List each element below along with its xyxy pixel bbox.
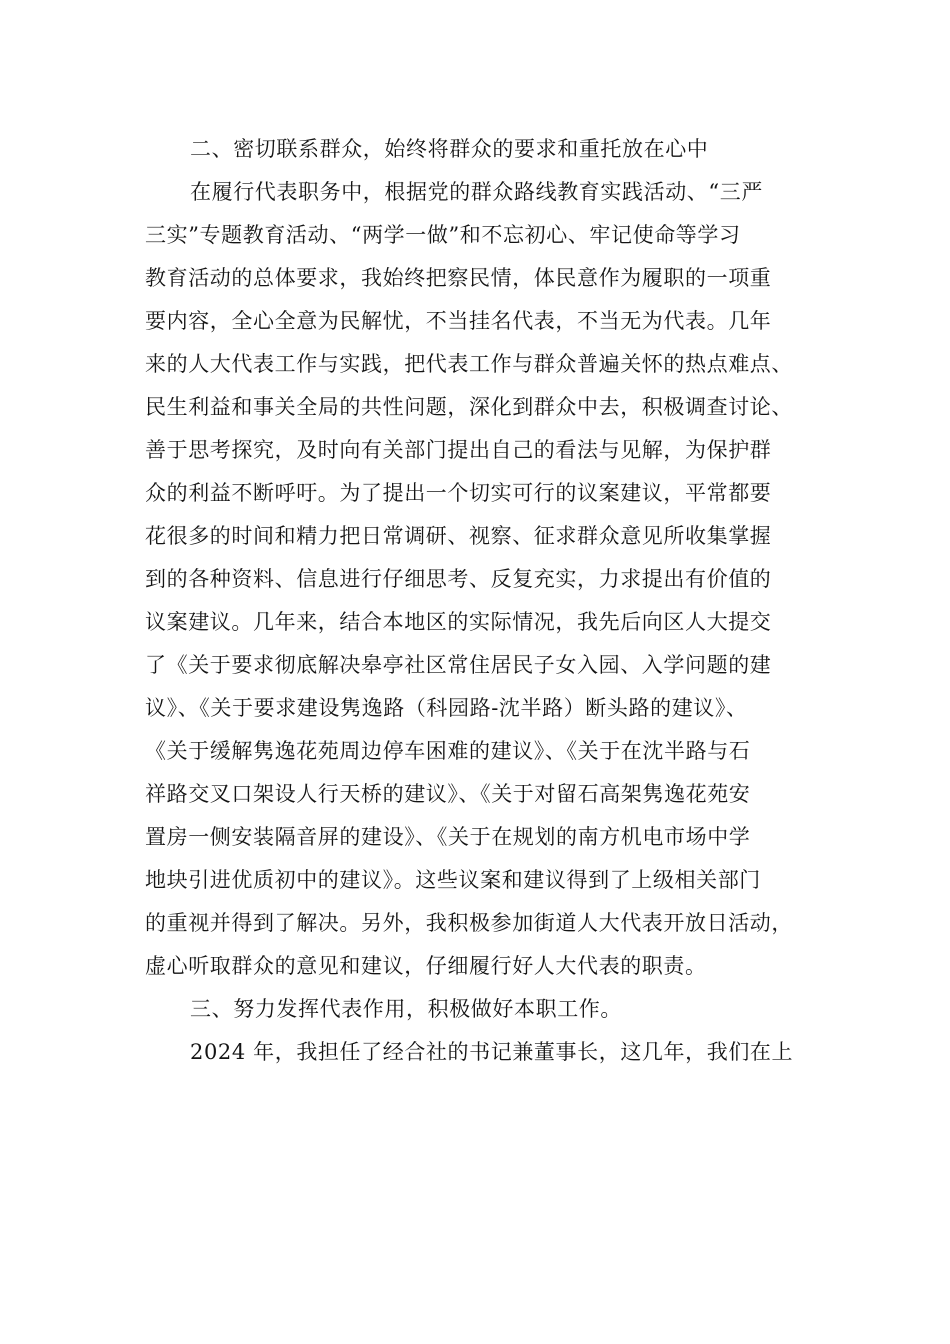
document-body (145, 128, 825, 1074)
paragraph-line: 到的各种资料、信息进行仔细思考、反复充实，力求提出有价值的 (145, 567, 772, 591)
paragraph-line: 祥路交叉口架设人行天桥的建议》、《关于对留石高架隽逸花苑安 (145, 782, 751, 806)
paragraph-representative-duties (145, 171, 825, 988)
paragraph-line: 议》、《关于要求建设隽逸路（科园路-沈半路）断头路的建议》、 (145, 696, 748, 720)
paragraph-line: 议案建议。几年来，结合本地区的实际情况，我先后向区人大提交 (145, 610, 772, 634)
paragraph-line: 教育活动的总体要求，我始终把察民情，体民意作为履职的一项重 (145, 266, 772, 290)
paragraph-line: 《关于缓解隽逸花苑周边停车困难的建议》、《关于在沈半路与石 (145, 739, 751, 763)
paragraph-line: 的重视并得到了解决。另外，我积极参加街道人大代表开放日活动， (145, 911, 793, 935)
paragraph-line-last: 2024 年，我担任了经合社的书记兼董事长，这几年，我们在上 (190, 1040, 794, 1064)
section-heading-3: 三、努力发挥代表作用，积极做好本职工作。 (190, 997, 622, 1021)
paragraph-line: 了《关于要求彻底解决皋亭社区常住居民子女入园、入学问题的建 (145, 653, 772, 677)
paragraph-line: 民生利益和事关全局的共性问题，深化到群众中去，积极调查讨论、 (145, 395, 793, 419)
paragraph-line: 善于思考探究，及时向有关部门提出自己的看法与见解，为保护群 (145, 438, 772, 462)
section-heading-2: 二、密切联系群众，始终将群众的要求和重托放在心中 (190, 137, 709, 161)
paragraph-line: 要内容，全心全意为民解忧，不当挂名代表，不当无为代表。几年 (145, 309, 772, 333)
paragraph-line: 虚心听取群众的意见和建议，仔细履行好人大代表的职责。 (145, 954, 707, 978)
paragraph-line: 众的利益不断呼吁。为了提出一个切实可行的议案建议，平常都要 (145, 481, 772, 505)
paragraph-line: 地块引进优质初中的建议》。这些议案和建议得到了上级相关部门 (145, 868, 761, 892)
paragraph-line: 花很多的时间和精力把日常调研、视察、征求群众意见所收集掌握 (145, 524, 772, 548)
paragraph-line: 三实”专题教育活动、“两学一做”和不忘初心、牢记使命等学习 (145, 223, 741, 247)
paragraph-line: 在履行代表职务中，根据党的群众路线教育实践活动、“三严 (190, 180, 763, 204)
paragraph-line: 置房一侧安装隔音屏的建设》、《关于在规划的南方机电市场中学 (145, 825, 751, 849)
paragraph-line: 来的人大代表工作与实践，把代表工作与群众普遍关怀的热点难点、 (145, 352, 793, 376)
